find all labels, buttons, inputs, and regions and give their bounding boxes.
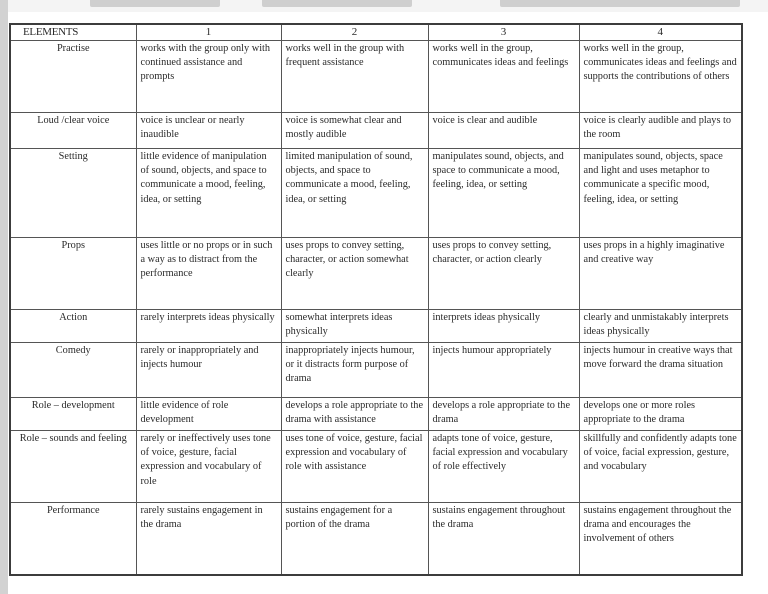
level-2-cell: inappropriately injects humour, or it distracts form purpose of drama	[281, 343, 428, 398]
level-1-cell: voice is unclear or nearly inaudible	[136, 113, 281, 149]
element-label: Setting	[10, 149, 136, 238]
table-row-role-sounds-and-feeling	[10, 431, 742, 503]
level-3-cell: interprets ideas physically	[428, 310, 579, 343]
level-1-cell: rarely sustains engagement in the drama	[136, 503, 281, 575]
level-2-cell: uses props to convey setting, character, or action somewhat clearly	[281, 238, 428, 310]
table-row-props	[10, 238, 742, 310]
left-edge-bar	[0, 0, 8, 594]
element-label: Props	[10, 238, 136, 310]
level-1-cell: rarely interprets ideas physically	[136, 310, 281, 343]
element-label: Practise	[10, 41, 136, 113]
header-level-3: 3	[428, 24, 579, 41]
level-4-cell: clearly and unmistakably interprets ideas physically	[579, 310, 742, 343]
header-level-2: 2	[281, 24, 428, 41]
toolbar-tab-shape	[90, 0, 220, 7]
element-label: Action	[10, 310, 136, 343]
level-1-cell: little evidence of role development	[136, 398, 281, 431]
header-level-4: 4	[579, 24, 742, 41]
level-1-cell: rarely or ineffectively uses tone of voice, gesture, facial expression and vocabulary of role	[136, 431, 281, 503]
level-3-cell: injects humour appropriately	[428, 343, 579, 398]
level-4-cell: develops one or more roles appropriate to the drama	[579, 398, 742, 431]
level-2-cell: voice is somewhat clear and mostly audible	[281, 113, 428, 149]
level-2-cell: limited manipulation of sound, objects, and space to communicate a mood, feeling, idea, or setting	[281, 149, 428, 238]
header-row	[10, 24, 742, 41]
level-3-cell: works well in the group, communicates ideas and feelings	[428, 41, 579, 113]
level-3-cell: adapts tone of voice, gesture, facial expression and vocabulary of role effectively	[428, 431, 579, 503]
level-1-cell: works with the group only with continued assistance and prompts	[136, 41, 281, 113]
element-label: Comedy	[10, 343, 136, 398]
level-3-cell: develops a role appropriate to the drama	[428, 398, 579, 431]
table-row-comedy	[10, 343, 742, 398]
level-4-cell: injects humour in creative ways that move forward the drama situation	[579, 343, 742, 398]
table-row-practise	[10, 41, 742, 113]
level-3-cell: uses props to convey setting, character, or action clearly	[428, 238, 579, 310]
level-1-cell: uses little or no props or in such a way as to distract from the performance	[136, 238, 281, 310]
rubric-table	[9, 23, 743, 576]
level-4-cell: voice is clearly audible and plays to the room	[579, 113, 742, 149]
level-2-cell: works well in the group with frequent assistance	[281, 41, 428, 113]
table-row-action	[10, 310, 742, 343]
level-3-cell: sustains engagement throughout the drama	[428, 503, 579, 575]
element-label: Role – development	[10, 398, 136, 431]
level-2-cell: sustains engagement for a portion of the drama	[281, 503, 428, 575]
element-label: Role – sounds and feeling	[10, 431, 136, 503]
element-label: Loud /clear voice	[10, 113, 136, 149]
toolbar-tab-shape	[262, 0, 412, 7]
level-4-cell: sustains engagement throughout the drama and encourages the involvement of others	[579, 503, 742, 575]
table-row-performance	[10, 503, 742, 575]
table-row-loud-clear-voice	[10, 113, 742, 149]
level-2-cell: somewhat interprets ideas physically	[281, 310, 428, 343]
table-row-setting	[10, 149, 742, 238]
level-4-cell: uses props in a highly imaginative and creative way	[579, 238, 742, 310]
level-1-cell: little evidence of manipulation of sound, objects, and space to communicate a mood, feeling, idea, or setting	[136, 149, 281, 238]
header-elements: ELEMENTS	[10, 24, 136, 41]
level-3-cell: voice is clear and audible	[428, 113, 579, 149]
level-2-cell: develops a role appropriate to the drama with assistance	[281, 398, 428, 431]
level-4-cell: manipulates sound, objects, space and light and uses metaphor to communicate a specific mood, feeling, idea, or setting	[579, 149, 742, 238]
table-row-role-development	[10, 398, 742, 431]
toolbar-tab-shape	[500, 0, 740, 7]
level-4-cell: skillfully and confidently adapts tone of voice, facial expression, gesture, and vocabulary	[579, 431, 742, 503]
header-level-1: 1	[136, 24, 281, 41]
level-3-cell: manipulates sound, objects, and space to communicate a mood, feeling, idea, or setting	[428, 149, 579, 238]
level-2-cell: uses tone of voice, gesture, facial expression and vocabulary of role with assistance	[281, 431, 428, 503]
level-1-cell: rarely or inappropriately and injects humour	[136, 343, 281, 398]
element-label: Performance	[10, 503, 136, 575]
level-4-cell: works well in the group, communicates ideas and feelings and supports the contributions of others	[579, 41, 742, 113]
